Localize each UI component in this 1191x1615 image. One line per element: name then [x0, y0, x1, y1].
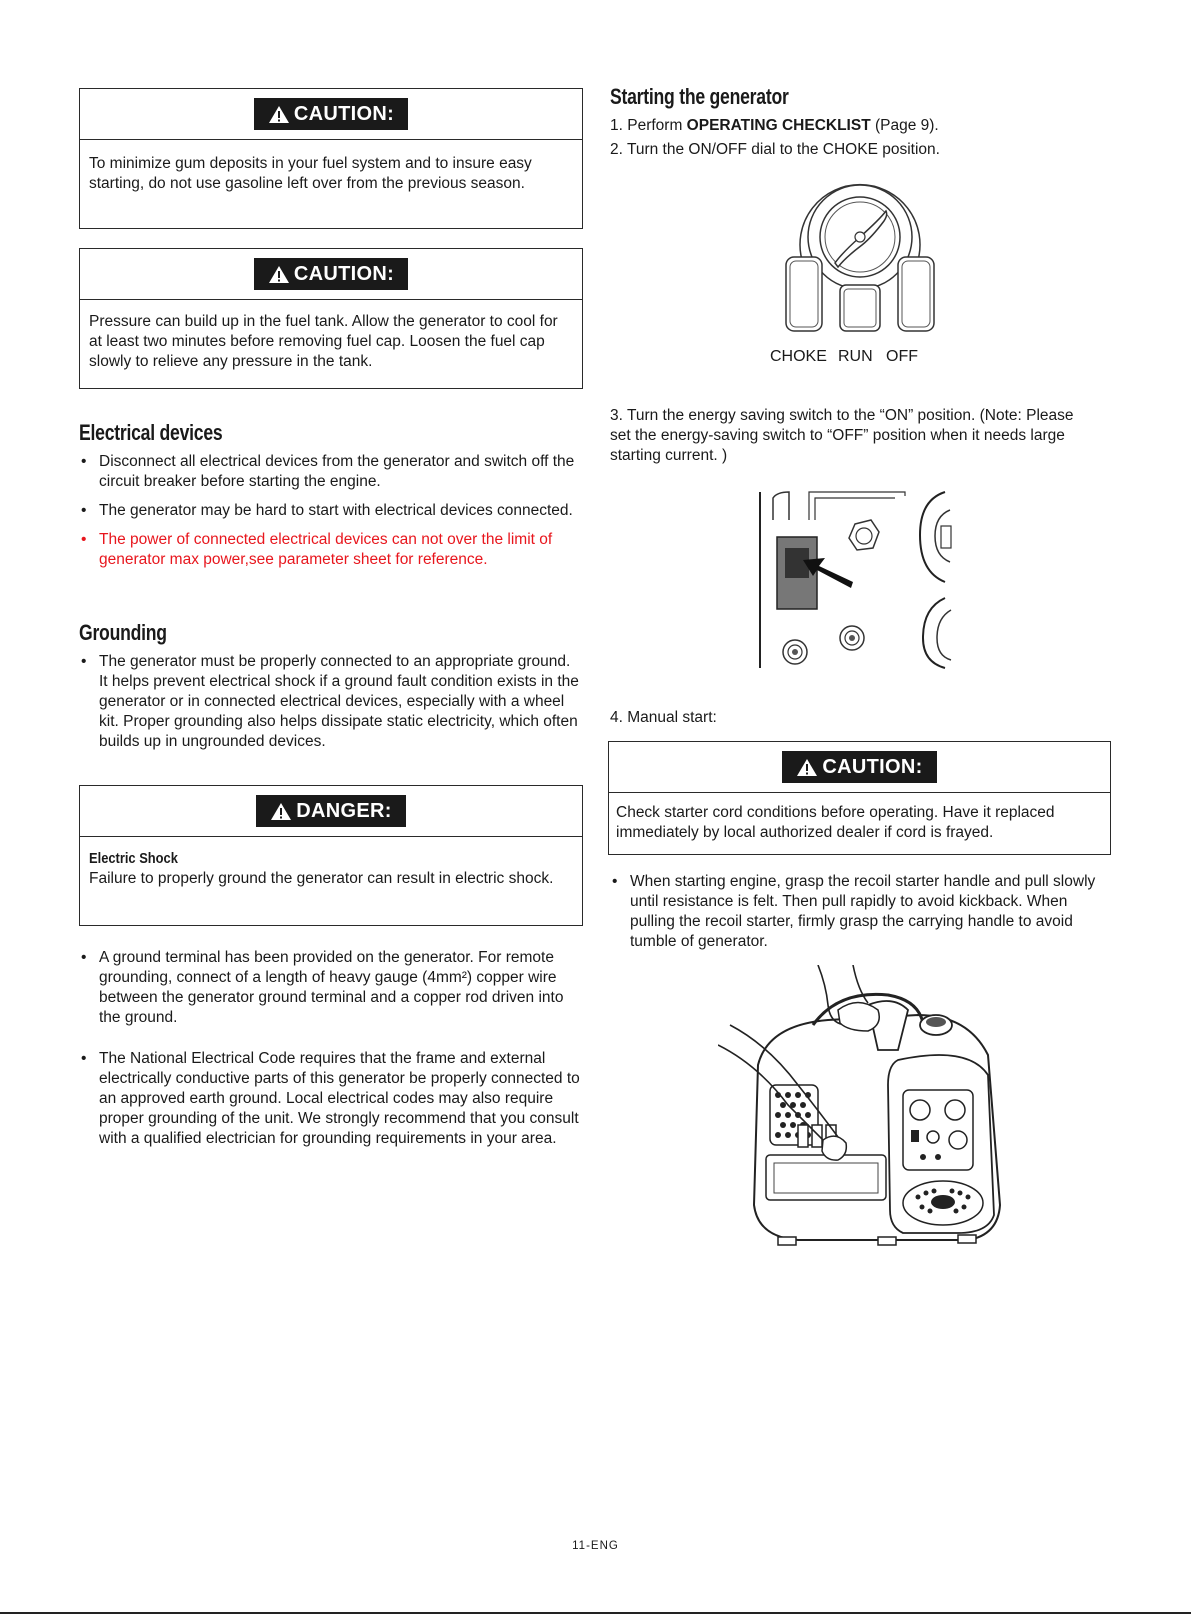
list-item: • The generator must be properly connected to an appropriate ground. It helps prevent electrical shock if a ground fault condition exists in the generator or in connected electrical devices, especially with a wheel kit. Proper grounding also helps dissipate static electricity, which often builds up in ungrounded devices.	[79, 652, 583, 752]
danger-subheading: Electric Shock	[89, 850, 178, 867]
grounding-heading: Grounding	[79, 620, 167, 645]
caution-banner: CAUTION:	[782, 751, 936, 783]
step-3: 3. Turn the energy saving switch to the “ON” position. (Note: Please set the energy-saving switch to “OFF” position when it needs large starting current. )	[610, 407, 1074, 464]
list-item: • Disconnect all electrical devices from the generator and switch off the circuit breaker before starting the engine.	[79, 452, 583, 492]
dial-label-off: OFF	[886, 348, 918, 365]
danger-box	[79, 785, 583, 926]
caution-text: Pressure can build up in the fuel tank. Allow the generator to cool for at least two minutes before removing fuel cap. Loosen the fuel cap slowly to relieve any pressure in the tank.	[89, 313, 558, 370]
grounding-list	[79, 652, 583, 752]
right-column	[610, 84, 1130, 160]
caution-box-starter	[608, 741, 1111, 855]
dial-label-run: RUN	[838, 348, 873, 365]
left-column	[79, 88, 583, 1149]
energy-saving-switch-illustration	[755, 490, 970, 670]
list-item-warning: • The power of connected electrical devices can not over the limit of generator max power,see parameter sheet for reference.	[79, 530, 583, 570]
caution-box-fuel	[79, 88, 583, 229]
starting-heading: Starting the generator	[610, 84, 789, 109]
list-item: • The National Electrical Code requires that the frame and external electrically conductive parts of this generator be properly connected to an approved earth ground. Local electrical codes may also require proper grounding of the unit. We strongly recommend that you consult with a qualified electrician for grounding requirements in your area.	[79, 1049, 583, 1149]
generator-recoil-start-illustration	[718, 965, 1008, 1285]
step-1: 1. Perform OPERATING CHECKLIST (Page 9).	[610, 117, 939, 134]
step-2: 2. Turn the ON/OFF dial to the CHOKE position.	[610, 141, 940, 158]
warning-triangle-icon	[796, 758, 818, 777]
grounding-list-2	[79, 948, 583, 1149]
warning-triangle-icon	[268, 105, 290, 124]
generator-figure	[718, 965, 1008, 1285]
danger-text: Failure to properly ground the generator can result in electric shock.	[89, 870, 554, 887]
choke-dial-illustration	[780, 175, 940, 345]
caution-text: Check starter cord conditions before operating. Have it replaced immediately by local authorized dealer if cord is frayed.	[616, 804, 1055, 841]
electrical-list	[79, 452, 583, 570]
bottom-rule	[0, 1612, 1191, 1614]
list-item: • The generator may be hard to start with electrical devices connected.	[79, 501, 583, 521]
warning-triangle-icon	[268, 265, 290, 284]
dial-figure	[780, 175, 940, 370]
caution-text: To minimize gum deposits in your fuel system and to insure easy starting, do not use gasoline left over from the previous season.	[89, 155, 532, 192]
manual-start-list	[610, 872, 1100, 952]
electrical-devices-heading: Electrical devices	[79, 420, 223, 445]
list-item: • When starting engine, grasp the recoil starter handle and pull slowly until resistance is felt. Then pull rapidly to avoid kickback. When pulling the recoil starter, firmly grasp the carrying handle to avoid tumble of generator.	[610, 872, 1100, 952]
caution-banner: CAUTION:	[254, 98, 408, 130]
caution-banner: CAUTION:	[254, 258, 408, 290]
step-4: 4. Manual start:	[610, 709, 717, 726]
danger-banner: DANGER:	[256, 795, 405, 827]
dial-label-choke: CHOKE	[770, 348, 827, 365]
page-number: 11-ENG	[572, 1540, 619, 1552]
switch-figure	[755, 490, 970, 670]
list-item: • A ground terminal has been provided on the generator. For remote grounding, connect of a length of heavy gauge (4mm²) copper wire between the generator ground terminal and a copper rod driven into the ground.	[79, 948, 583, 1028]
caution-box-pressure	[79, 248, 583, 389]
warning-triangle-icon	[270, 802, 292, 821]
